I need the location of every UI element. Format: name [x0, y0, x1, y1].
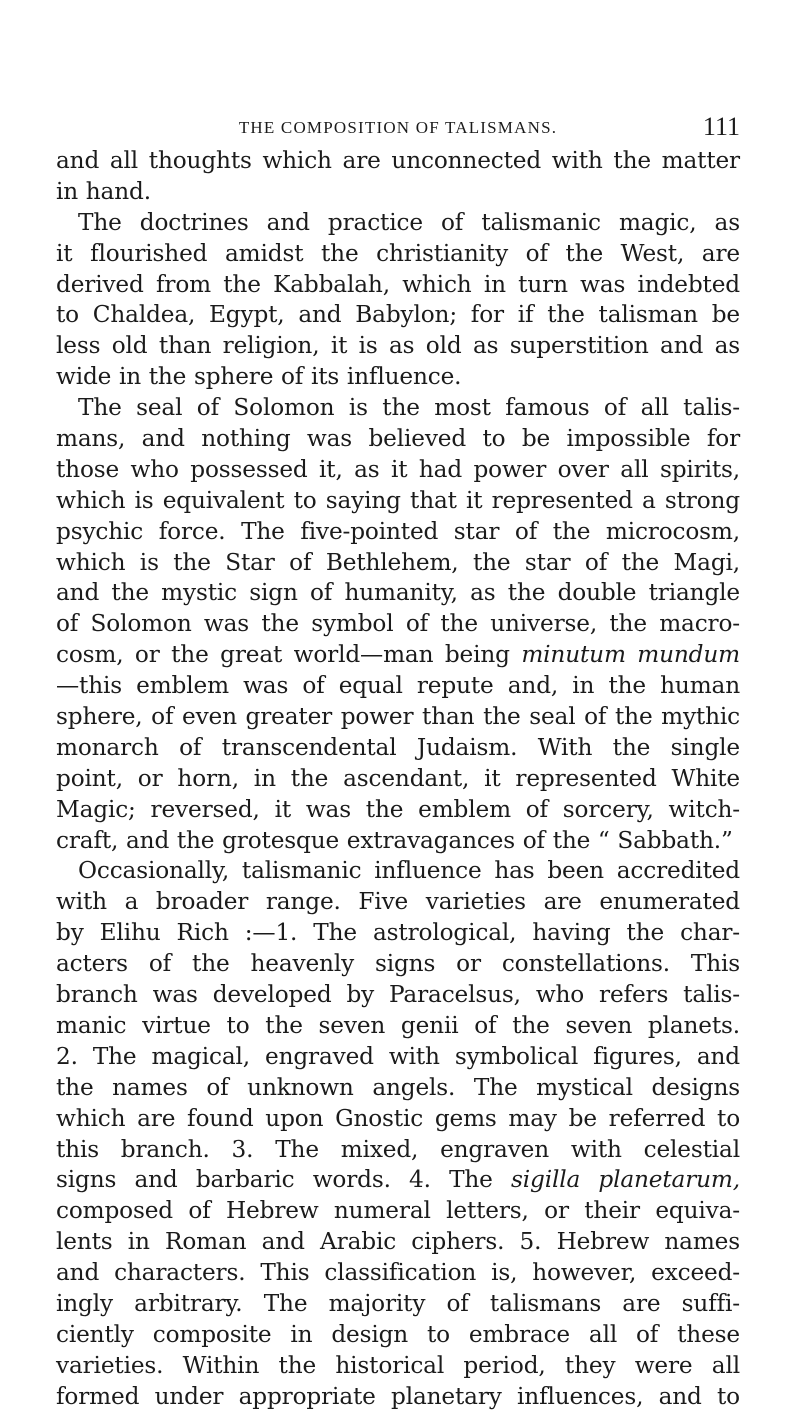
- text-line: [56, 331, 740, 362]
- text-line: [56, 362, 740, 393]
- text-line-content: craft, and the grotesque extravagances of the “ Sabbath.”: [56, 826, 733, 854]
- text-line: [56, 1011, 740, 1042]
- text-line-content: Occasionally, talismanic influence has been accredited: [78, 857, 740, 885]
- text-line-content: 2. The magical, engraved with symbolical figures, and: [56, 1042, 740, 1070]
- text-line: [56, 270, 740, 301]
- text-line-content: those who possessed it, as it had power over all spirits,: [56, 455, 740, 483]
- text-line: [56, 887, 740, 918]
- text-line: [56, 146, 740, 177]
- text-line-content: formed under appropriate planetary influences, and to: [56, 1382, 740, 1410]
- text-line-content: Magic; reversed, it was the emblem of sorcery, witch-: [56, 795, 740, 823]
- text-line: [56, 1196, 740, 1227]
- text-line: [56, 1073, 740, 1104]
- text-line: [56, 1351, 740, 1382]
- text-line: [56, 486, 740, 517]
- text-line-content: signs and barbaric words. 4. The: [56, 1166, 493, 1194]
- text-line-content: and the mystic sign of humanity, as the double triangle: [56, 579, 740, 607]
- italic-phrase: sigilla planetarum,: [510, 1166, 740, 1194]
- text-line: [56, 702, 740, 733]
- text-line-content: the names of unknown angels. The mystical designs: [56, 1073, 740, 1101]
- text-line-content: ingly arbitrary. The majority of talismans are suffi-: [56, 1289, 740, 1317]
- text-line: [56, 1227, 740, 1258]
- text-line-content: cosm, or the great world—man being: [56, 641, 510, 669]
- text-line: [56, 1289, 740, 1320]
- text-line: [56, 949, 740, 980]
- text-line-content: ciently composite in design to embrace all of these: [56, 1320, 740, 1348]
- text-line-content: which is the Star of Bethlehem, the star of the Magi,: [56, 548, 740, 576]
- text-line-content: lents in Roman and Arabic ciphers. 5. Hebrew names: [56, 1228, 740, 1256]
- text-line-content: sphere, of even greater power than the seal of the mythic: [56, 703, 740, 731]
- text-line: [56, 239, 740, 270]
- text-line: [56, 640, 740, 671]
- body-text: [56, 146, 740, 1413]
- text-line-content: acters of the heavenly signs or constellations. This: [56, 950, 740, 978]
- text-line-content: and characters. This classification is, however, exceed-: [56, 1259, 740, 1287]
- text-line-content: branch was developed by Paracelsus, who refers talis-: [56, 981, 740, 1009]
- text-line-content: wide in the sphere of its influence.: [56, 363, 462, 391]
- text-line-content: by Elihu Rich :—1. The astrological, having the char-: [56, 919, 740, 947]
- text-line-content: to Chaldea, Egypt, and Babylon; for if the talisman be: [56, 301, 740, 329]
- text-line-content: it flourished amidst the christianity of the West, are: [56, 239, 740, 267]
- text-line: [56, 1320, 740, 1351]
- text-line-content: this branch. 3. The mixed, engraven with celestial: [56, 1135, 740, 1163]
- text-line-content: The doctrines and practice of talismanic magic, as: [78, 208, 740, 236]
- text-line: [56, 1104, 740, 1135]
- text-line-content: and all thoughts which are unconnected with the matter: [56, 147, 740, 174]
- text-line-content: point, or horn, in the ascendant, it represented White: [56, 764, 740, 792]
- text-line-content: monarch of transcendental Judaism. With the single: [56, 733, 740, 761]
- text-line-content: psychic force. The five-pointed star of the microcosm,: [56, 517, 740, 545]
- text-line: [56, 764, 740, 795]
- text-line: [56, 393, 740, 424]
- text-line: [56, 177, 740, 208]
- text-line: [56, 578, 740, 609]
- text-line: [56, 517, 740, 548]
- text-line-content: of Solomon was the symbol of the universe, the macro-: [56, 610, 740, 638]
- text-line: [56, 548, 740, 579]
- text-line: [56, 1258, 740, 1289]
- text-line-content: less old than religion, it is as old as superstition and as: [56, 332, 740, 360]
- text-line: [56, 300, 740, 331]
- text-line-content: with a broader range. Five varieties are enumerated: [56, 888, 740, 916]
- running-head: [56, 112, 740, 142]
- text-line-content: which are found upon Gnostic gems may be referred to: [56, 1104, 740, 1132]
- text-line-content: in hand.: [56, 177, 151, 205]
- text-line-content: varieties. Within the historical period, they were all: [56, 1351, 740, 1379]
- text-line: [56, 733, 740, 764]
- text-line-content: derived from the Kabbalah, which in turn was indebted: [56, 270, 740, 298]
- text-line-content: The seal of Solomon is the most famous of all talis-: [78, 394, 740, 422]
- text-line: [56, 424, 740, 455]
- text-line-content: which is equivalent to saying that it represented a strong: [56, 486, 740, 514]
- text-line: [56, 609, 740, 640]
- text-line: [56, 826, 740, 857]
- text-line: [56, 1382, 740, 1413]
- text-line: [56, 918, 740, 949]
- text-line: [56, 671, 740, 702]
- text-line-content: mans, and nothing was believed to be impossible for: [56, 425, 740, 453]
- text-line: [56, 795, 740, 826]
- page-number: 111: [702, 112, 740, 141]
- text-line: [56, 1165, 740, 1196]
- text-line: [56, 856, 740, 887]
- text-line: [56, 455, 740, 486]
- text-line: [56, 208, 740, 239]
- text-line: [56, 1135, 740, 1166]
- text-line: [56, 1042, 740, 1073]
- text-line: [56, 980, 740, 1011]
- text-line-content: —this emblem was of equal repute and, in the human: [56, 672, 740, 700]
- italic-phrase: minutum mundum: [521, 641, 740, 669]
- text-line-content: manic virtue to the seven genii of the seven planets.: [56, 1011, 740, 1039]
- running-title: THE COMPOSITION OF TALISMANS.: [238, 118, 558, 137]
- text-line-content: composed of Hebrew numeral letters, or their equiva-: [56, 1197, 740, 1225]
